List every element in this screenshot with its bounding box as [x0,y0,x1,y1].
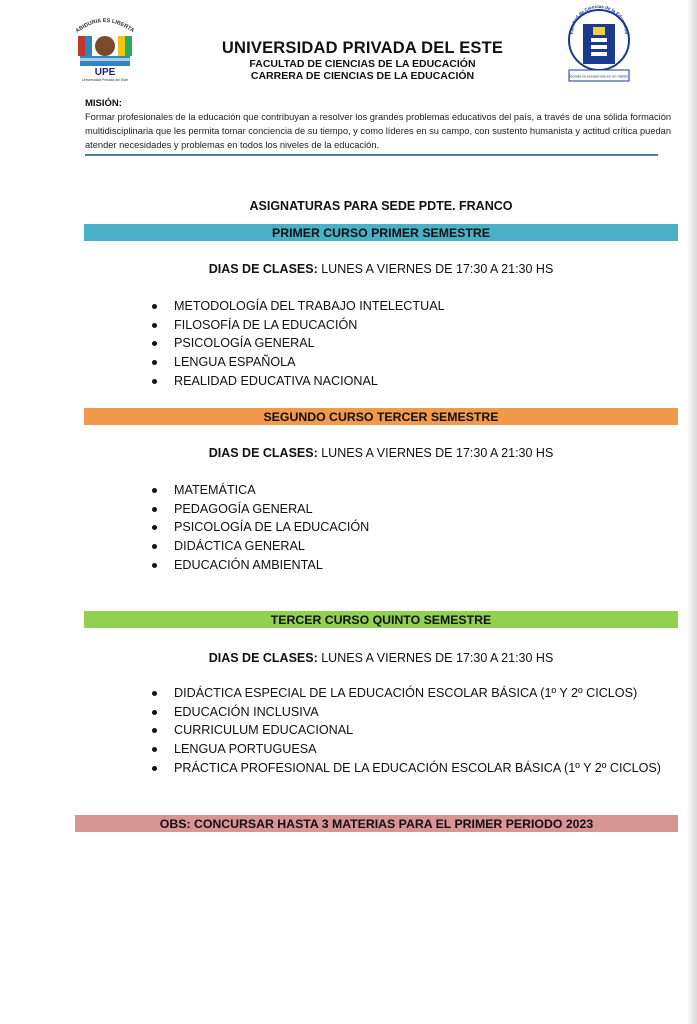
list-item: EDUCACIÓN AMBIENTAL [152,556,369,575]
faculty-name: FACULTAD DE CIENCIAS DE LA EDUCACIÓN [249,58,476,70]
logo-caption: Universidad Privada del Este [81,78,129,82]
logo-acronym: UPE [94,67,116,78]
list-item: FILOSOFÍA DE LA EDUCACIÓN [152,316,445,335]
svg-text:SABIDURIA ES LIBERTAD [70,10,135,34]
header [160,38,565,82]
list-item: REALIDAD EDUCATIVA NACIONAL [152,372,445,391]
list-item: DIDÁCTICA ESPECIAL DE LA EDUCACIÓN ESCOLAR BÁSICA (1º Y 2º CICLOS) [152,684,661,703]
schedule-label: DIAS DE CLASES: [208,262,318,276]
list-item: CURRICULUM EDUCACIONAL [152,721,661,740]
list-item: PSICOLOGÍA DE LA EDUCACIÓN [152,518,369,537]
career-name: CARRERA DE CIENCIAS DE LA EDUCACIÓN [250,70,475,82]
course-heading-2: SEGUNDO CURSO TERCER SEMESTRE [84,408,678,425]
faculty-logo-arc-text: Facultad de Ciencias de la Educación [568,4,630,35]
list-item: LENGUA ESPAÑOLA [152,353,445,372]
mission-section [85,98,683,152]
schedule-3 [84,650,678,666]
list-item: LENGUA PORTUGUESA [152,740,661,759]
faculty-logo-caption: Donde la excelencia es un hábito [569,73,629,79]
faculty-logo [563,4,635,86]
upe-logo [70,10,140,84]
schedule-value: LUNES A VIERNES DE 17:30 A 21:30 HS [317,446,554,460]
mission-text: Formar profesionales de la educación que contribuyan a resolver los grandes problemas educativos del país, a través de una sólida formación multidisciplinaria que les permita tomar conciencia de su tiempo, y como líderes en su campo, con sustento humanista y actitud crítica puedan atender necesidades y problemas en todos los niveles de la educación. [85,112,672,150]
schedule-2 [84,445,678,461]
subject-list-2 [152,481,369,575]
list-item: MATEMÁTICA [152,481,369,500]
page-title: ASIGNATURAS PARA SEDE PDTE. FRANCO [249,199,513,213]
list-item: EDUCACIÓN INCLUSIVA [152,703,661,722]
mission-label: MISIÓN: [85,98,122,109]
subject-list-3 [152,684,661,778]
schedule-value: LUNES A VIERNES DE 17:30 A 21:30 HS [317,651,554,665]
schedule-label: DIAS DE CLASES: [208,446,318,460]
course-heading-3: TERCER CURSO QUINTO SEMESTRE [84,611,678,628]
list-item: PRÁCTICA PROFESIONAL DE LA EDUCACIÓN ESCOLAR BÁSICA (1º Y 2º CICLOS) [152,759,661,778]
schedule-label: DIAS DE CLASES: [208,651,318,665]
list-item: PSICOLOGÍA GENERAL [152,334,445,353]
mission-divider [85,154,658,156]
subject-list-1 [152,297,445,391]
list-item: METODOLOGÍA DEL TRABAJO INTELECTUAL [152,297,445,316]
university-name: UNIVERSIDAD PRIVADA DEL ESTE [221,39,504,57]
note-banner: OBS: CONCURSAR HASTA 3 MATERIAS PARA EL PRIMER PERIODO 2023 [75,815,678,832]
schedule-value: LUNES A VIERNES DE 17:30 A 21:30 HS [317,262,554,276]
list-item: DIDÁCTICA GENERAL [152,537,369,556]
page-edge-shadow [687,0,697,1024]
course-heading-1: PRIMER CURSO PRIMER SEMESTRE [84,224,678,241]
schedule-1 [84,261,678,277]
list-item: PEDAGOGÍA GENERAL [152,500,369,519]
logo-ribbon-text: ABIDURIA ES LIBERTA [74,17,136,35]
